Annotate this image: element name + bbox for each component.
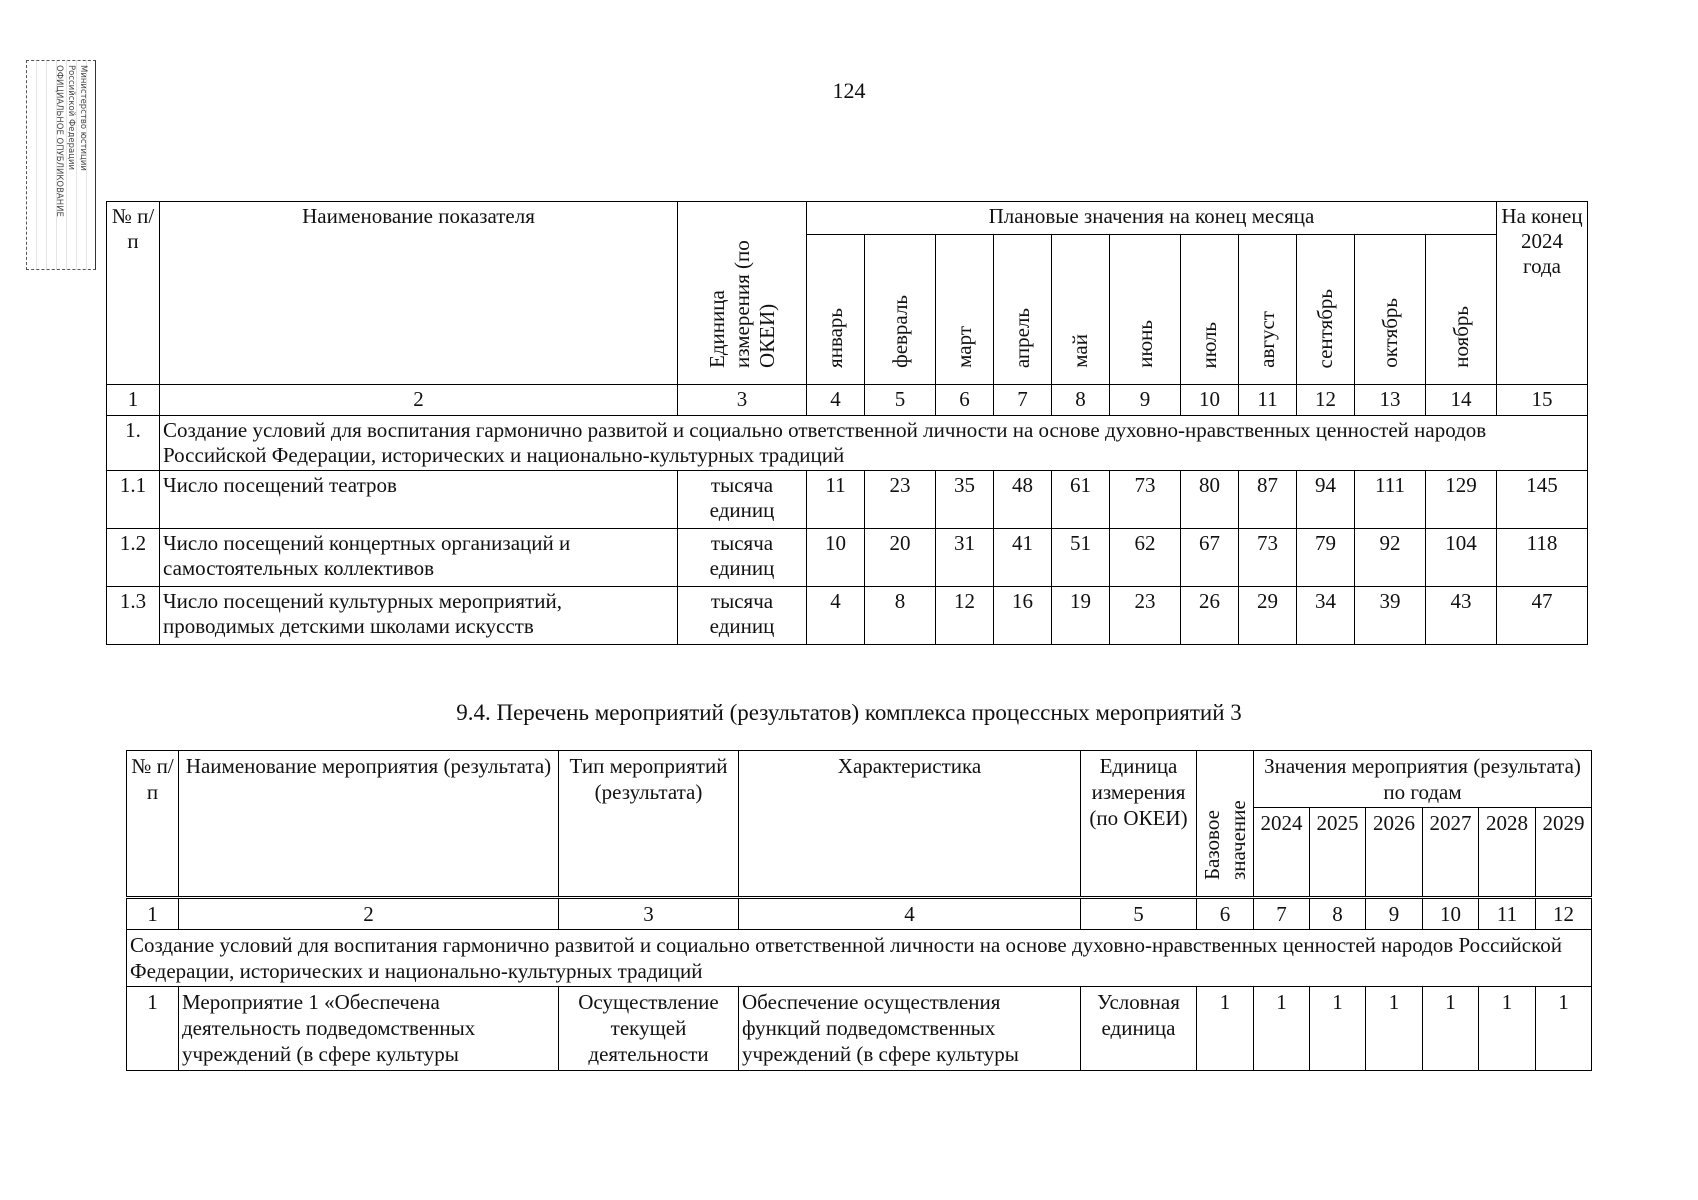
section-title: Создание условий для воспитания гармонично развитой и социально ответственной личности на основе духовно-нравственных ценностей народов Российской Федерации, исторических и национально-культурных традиций xyxy=(127,930,1592,987)
month-header: август xyxy=(1239,235,1297,385)
month-header: январь xyxy=(807,235,865,385)
year-header: 2026 xyxy=(1366,808,1423,898)
header-name: Наименование мероприятия (результата) xyxy=(179,751,559,898)
column-number-row: 1 2 3 4 5 6 7 8 9 10 11 12 13 14 15 xyxy=(107,385,1588,416)
section-row xyxy=(107,416,1588,471)
month-header: март xyxy=(936,235,994,385)
month-header: июль xyxy=(1181,235,1239,385)
year-header: 2028 xyxy=(1479,808,1536,898)
section-title: Создание условий для воспитания гармонично развитой и социально ответственной личности на основе духовно-нравственных ценностей народов Российской Федерации, исторических и национально-культурных традиций xyxy=(160,416,1588,471)
section-row xyxy=(127,930,1592,987)
section-num: 1. xyxy=(107,416,160,471)
header-unit: Единица измерения (по ОКЕИ) xyxy=(1081,751,1197,898)
table-row: 1.3 Число посещений культурных мероприятий, проводимых детскими школами искусств тысяча единиц 4 8 12 16 19 23 26 29 34 39 43 47 xyxy=(107,587,1588,645)
header-unit: Единица измерения (по ОКЕИ) xyxy=(678,202,807,385)
month-header: июнь xyxy=(1110,235,1181,385)
header-end: На конец 2024 года xyxy=(1497,202,1588,385)
month-header: апрель xyxy=(994,235,1052,385)
column-number-row: 1 2 3 4 5 6 7 8 9 10 11 12 xyxy=(127,898,1592,930)
month-header: май xyxy=(1052,235,1110,385)
header-values: Значения мероприятия (результата) по годам xyxy=(1254,751,1592,808)
header-type: Тип мероприятий (результата) xyxy=(559,751,739,898)
table-row: 1.2 Число посещений концертных организаций и самостоятельных коллективов тысяча единиц 10 20 31 41 51 62 67 73 79 92 104 118 xyxy=(107,529,1588,587)
header-row-1 xyxy=(107,202,1588,235)
header-char: Характеристика xyxy=(739,751,1081,898)
month-header: октябрь xyxy=(1355,235,1426,385)
page-number: 124 xyxy=(832,78,866,103)
header-plan: Плановые значения на конец месяца xyxy=(807,202,1497,235)
header-num: № п/п xyxy=(107,202,160,385)
header-base: Базовое значение xyxy=(1197,751,1254,898)
measures-table xyxy=(126,750,1592,1071)
header-row-1 xyxy=(127,751,1592,808)
table-row: 1 Мероприятие 1 «Обеспечена деятельность подведомственных учреждений (в сфере культуры Осуществление текущей деятельности Обеспечение осуществления функций подведомственных учреждений (в сфере культуры Условная единица 1 1 1 1 1 1 1 xyxy=(127,987,1592,1071)
year-header: 2025 xyxy=(1310,808,1366,898)
year-header: 2027 xyxy=(1423,808,1479,898)
indicators-table xyxy=(106,201,1588,645)
section-heading: 9.4. Перечень мероприятий (результатов) комплекса процессных мероприятий 3 xyxy=(456,700,1242,725)
stamp-text: Министерство юстиции Российской Федерации ОФИЦИАЛЬНОЕ ОПУБЛИКОВАНИЕ xyxy=(54,65,88,217)
year-header: 2024 xyxy=(1254,808,1310,898)
header-num: № п/п xyxy=(127,751,179,898)
month-header: февраль xyxy=(865,235,936,385)
month-header: сентябрь xyxy=(1297,235,1355,385)
year-header: 2029 xyxy=(1536,808,1592,898)
header-name: Наименование показателя xyxy=(160,202,678,385)
month-header: ноябрь xyxy=(1426,235,1497,385)
table-row: 1.1 Число посещений театров тысяча единиц 11 23 35 48 61 73 80 87 94 111 129 145 xyxy=(107,471,1588,529)
